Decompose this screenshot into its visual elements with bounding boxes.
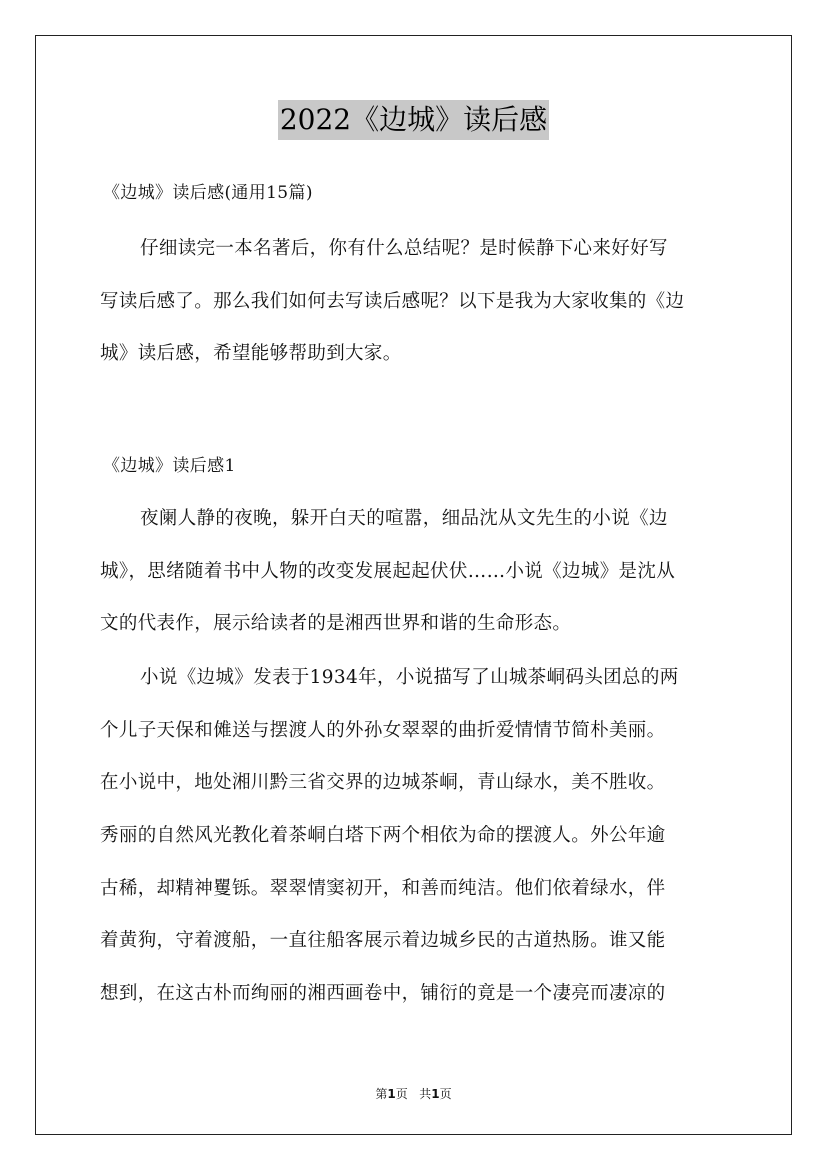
para1-line-1: 夜阑人静的夜晚，躲开白天的喧嚣，细品沈从文先生的小说《边 <box>140 508 668 529</box>
para2-line-2: 个儿子天保和傩送与摆渡人的外孙女翠翠的曲折爱情情节简朴美丽。 <box>100 720 666 741</box>
para2-line-7: 想到，在这古朴而绚丽的湘西画卷中，铺衍的竟是一个凄亮而凄凉的 <box>100 983 666 1004</box>
page-footer <box>0 1085 827 1102</box>
intro-line-1: 仔细读完一本名著后，你有什么总结呢？是时候静下心来好好写 <box>140 238 668 259</box>
intro-line-2: 写读后感了。那么我们如何去写读后感呢？以下是我为大家收集的《边 <box>100 291 685 312</box>
footer-total-prefix: 共 <box>419 1087 432 1101</box>
para2-line-5: 古稀，却精神矍铄。翠翠情窦初开，和善而纯洁。他们依着绿水，伴 <box>100 878 666 899</box>
para2-line-3: 在小说中，地处湘川黔三省交界的边城茶峒，青山绿水，美不胜收。 <box>100 772 666 793</box>
footer-total-number: 1 <box>431 1087 440 1101</box>
section-heading-1: 《边城》读后感1 <box>103 456 236 476</box>
para2-line-6: 着黄狗，守着渡船，一直往船客展示着边城乡民的古道热肠。谁又能 <box>100 930 666 951</box>
intro-line-3: 城》读后感，希望能够帮助到大家。 <box>100 343 402 364</box>
footer-page-number: 1 <box>387 1087 396 1101</box>
title-container <box>0 100 827 140</box>
footer-page-suffix: 页 <box>395 1087 408 1101</box>
para2-line-4: 秀丽的自然风光教化着茶峒白塔下两个相依为命的摆渡人。外公年逾 <box>100 825 666 846</box>
document-title: 2022《边城》读后感 <box>278 100 549 140</box>
para2-line-1: 小说《边城》发表于1934年，小说描写了山城茶峒码头团总的两 <box>140 667 679 688</box>
footer-total-suffix: 页 <box>439 1087 452 1101</box>
document-subtitle: 《边城》读后感(通用15篇) <box>103 183 313 203</box>
para1-line-2: 城》，思绪随着书中人物的改变发展起起伏伏……小说《边城》是沈从 <box>100 561 676 582</box>
footer-page-prefix: 第 <box>375 1087 388 1101</box>
para1-line-3: 文的代表作，展示给读者的是湘西世界和谐的生命形态。 <box>100 613 572 634</box>
